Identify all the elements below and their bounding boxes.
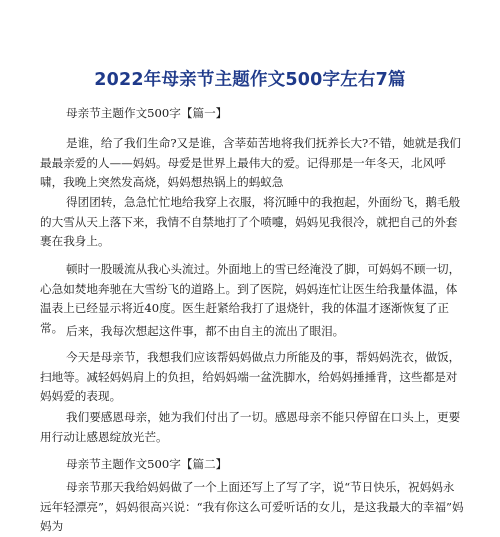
paragraph-1: 是谁，给了我们生命?又是谁，含莘茹苦地将我们抚养长大?不错，她就是我们最最亲爱的人——妈妈。母爱是世界上最伟大的爱。记得那是一年冬天，北风呼啸，我晚上突然发高烧，妈妈想热锅上的蚂蚁急	[40, 136, 462, 189]
paragraph-6: 我们要感恩母亲，她为我们付出了一切。感恩母亲不能只停留在口头上，更要用行动让感恩绽放光芒。	[40, 410, 461, 444]
paragraph-7: 母亲节那天我给妈妈做了一个上面还写上了写了字，说“节日快乐，祝妈妈永远年轻漂亮”，妈妈很高兴说：“我有你这么可爱听话的女儿，是这我最大的幸福”妈妈为	[40, 480, 464, 533]
paragraph-5: 今天是母亲节，我想我们应该帮妈妈做点力所能及的事，帮妈妈洗衣，做饭，扫地等。减轻妈妈肩上的负担，给妈妈端一盆洗脚水，给妈妈捶捶背，这些都是对妈妈爱的表现。	[40, 350, 461, 403]
paragraph-2: 得团团转，急急忙忙地给我穿上衣服，将沉睡中的我抱起，外面纷飞，鹅毛般的大雪从天上落下来，我情不自禁地打了个喷嚏，妈妈见我很冷，就把自己的外套裹在我身上。	[40, 195, 461, 248]
paragraph-3: 顿时一股暖流从我心头流过。外面地上的雪已经淹没了脚，可妈妈不顾一切，心急如焚地奔驰在大雪纷飞的道路上。到了医院，妈妈连忙让医生给我量体温，体温表上已经显示将近40度。医生赶紧给我打了退烧针，我的体温才逐渐恢复了正常。	[40, 262, 461, 335]
paragraph-4: 后来，我每次想起这件事，都不由自主的流出了眼泪。	[66, 324, 345, 338]
document-title: 2022年母亲节主题作文500字左右7篇	[94, 70, 406, 90]
section-heading-2: 母亲节主题作文500字【篇二】	[66, 457, 228, 471]
section-heading-1: 母亲节主题作文500字【篇一】	[66, 106, 228, 120]
